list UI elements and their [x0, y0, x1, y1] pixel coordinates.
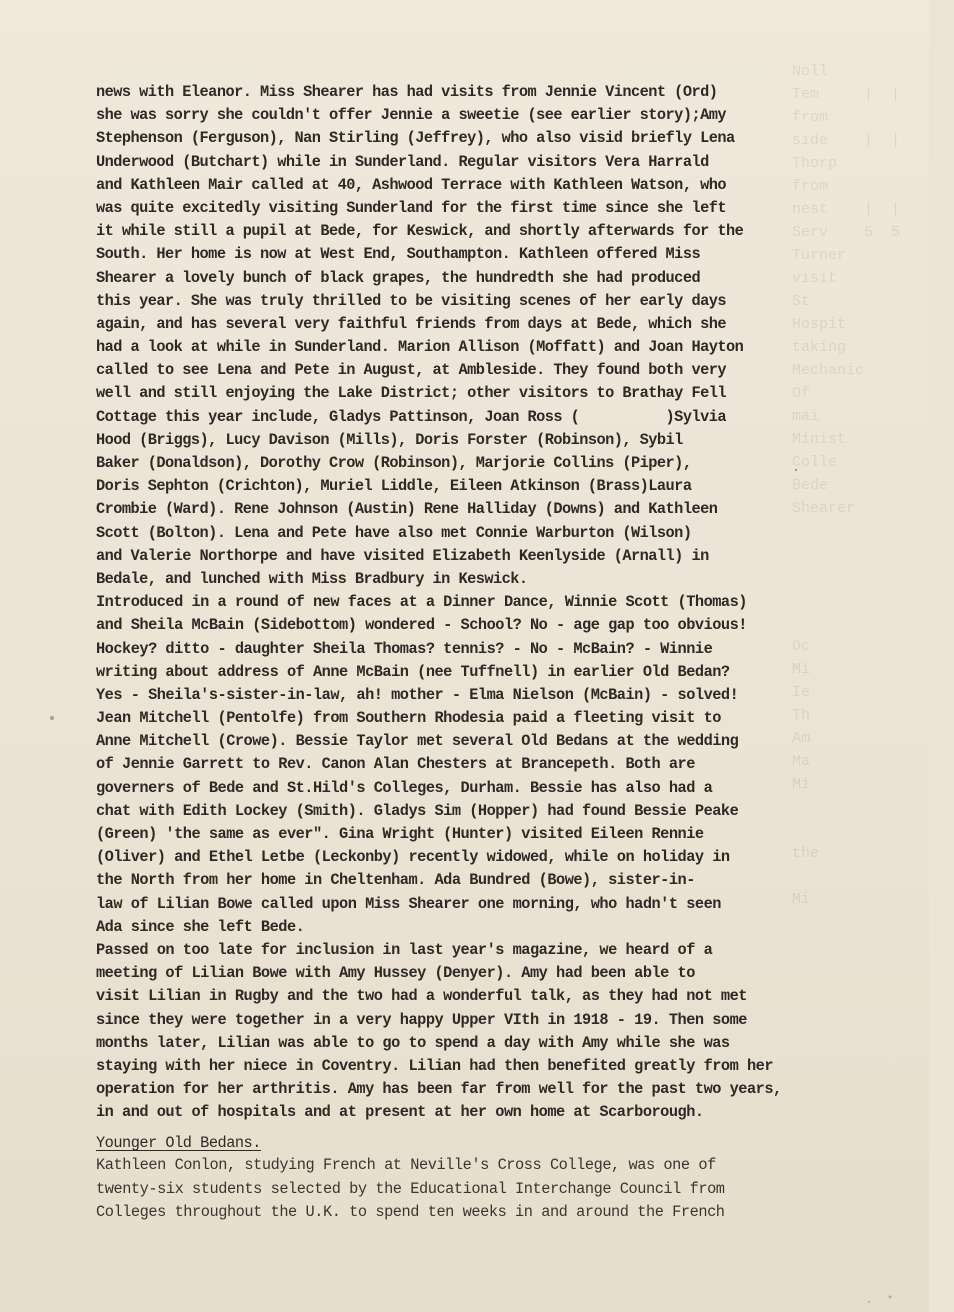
- text-line: well and still enjoying the Lake District; other visitors to Brathay Fell: [96, 384, 726, 403]
- text-line: this year. She was truly thrilled to be visiting scenes of her early days: [96, 291, 726, 310]
- text-line: and Kathleen Mair called at 40, Ashwood Terrace with Kathleen Watson, who: [96, 175, 726, 194]
- paragraph-younger-old-bedans: [96, 1154, 836, 1224]
- text-line: Underwood (Butchart) while in Sunderland. Regular visitors Vera Harrald: [96, 152, 709, 171]
- typed-text: [96, 81, 836, 1224]
- paragraph-visitors: [96, 81, 836, 591]
- text-line: news with Eleanor. Miss Shearer has had visits from Jennie Vincent (Ord): [96, 83, 718, 101]
- text-line: Hockey? ditto - daughter Sheila Thomas? tennis? - No - McBain? - Winnie: [96, 639, 713, 658]
- text-line: staying with her niece in Coventry. Lilian had then benefited greatly from her: [96, 1056, 774, 1075]
- paragraph-lilian-bowe: [96, 939, 836, 1125]
- section-heading: [96, 1132, 836, 1154]
- text-line: Bedale, and lunched with Miss Bradbury in Keswick.: [96, 569, 528, 588]
- text-line: Crombie (Ward). Rene Johnson (Austin) Rene Halliday (Downs) and Kathleen: [96, 500, 718, 519]
- text-line: visit Lilian in Rugby and the two had a wonderful talk, as they had not met: [96, 987, 747, 1006]
- text-line: again, and has several very faithful friends from days at Bede, which she: [96, 314, 726, 333]
- show-through-text: Noll Tem | | from side | | Thorp from nest | | Serv 5 5 Turner visit St Hospit taking Mechanic Of mai Minist Colle Bede Shearer Oc Mi Ie Th Am Ma Mi the Mi: [792, 63, 901, 908]
- text-line: Kathleen Conlon, studying French at Neville's Cross College, was one of: [96, 1156, 716, 1175]
- text-line: and Sheila McBain (Sidebottom) wondered - School? No - age gap too obvious!: [96, 616, 747, 635]
- text-line: law of Lilian Bowe called upon Miss Shearer one morning, who hadn't seen: [96, 894, 721, 913]
- text-line: it while still a pupil at Bede, for Keswick, and shortly afterwards for the: [96, 222, 744, 241]
- text-line: operation for her arthritis. Amy has been far from well for the past two years,: [96, 1080, 782, 1099]
- text-line: called to see Lena and Pete in August, at Ambleside. They found both very: [96, 361, 726, 380]
- text-line: governers of Bede and St.Hild's Colleges, Durham. Bessie has also had a: [96, 778, 713, 797]
- section-heading-text: Younger Old Bedans.: [96, 1134, 261, 1153]
- text-line: South. Her home is now at West End, Southampton. Kathleen offered Miss: [96, 245, 701, 264]
- text-line: meeting of Lilian Bowe with Amy Hussey (Denyer). Amy had been able to: [96, 964, 695, 983]
- text-line: twenty-six students selected by the Educational Interchange Council from: [96, 1179, 725, 1198]
- text-line: Introduced in a round of new faces at a Dinner Dance, Winnie Scott (Thomas): [96, 593, 747, 612]
- text-line: (Oliver) and Ethel Letbe (Leckonby) recently widowed, while on holiday in: [96, 848, 730, 867]
- text-line: Jean Mitchell (Pentolfe) from Southern Rhodesia paid a fleeting visit to: [96, 709, 721, 728]
- text-line: since they were together in a very happy Upper VIth in 1918 - 19. Then some: [96, 1010, 747, 1029]
- text-line: (Green) 'the same as ever". Gina Wright (Hunter) visited Eileen Rennie: [96, 825, 704, 843]
- text-line: Doris Sephton (Crichton), Muriel Liddle, Eileen Atkinson (Brass)Laura: [96, 477, 692, 496]
- text-line: Yes - Sheila's-sister-in-law, ah! mother - Elma Nielson (McBain) - solved!: [96, 685, 739, 704]
- text-line: she was sorry she couldn't offer Jennie a sweetie (see earlier story);Amy: [96, 106, 726, 125]
- text-line: Colleges throughout the U.K. to spend ten weeks in and around the French: [96, 1202, 725, 1221]
- text-line: in and out of hospitals and at present at her own home at Scarborough.: [96, 1103, 704, 1122]
- text-line: writing about address of Anne McBain (nee Tuffnell) in earlier Old Bedan?: [96, 662, 730, 681]
- text-line: the North from her home in Cheltenham. Ada Bundred (Bowe), sister-in-: [96, 871, 695, 890]
- text-line: Anne Mitchell (Crowe). Bessie Taylor met several Old Bedans at the wedding: [96, 732, 739, 751]
- text-line: Cottage this year include, Gladys Pattinson, Joan Ross ( )Sylvia: [96, 407, 726, 426]
- text-line: Passed on too late for inclusion in last year's magazine, we heard of a: [96, 940, 713, 959]
- text-line: months later, Lilian was able to go to spend a day with Amy while she was: [96, 1033, 730, 1052]
- text-line: of Jennie Garrett to Rev. Canon Alan Chesters at Brancepeth. Both are: [96, 755, 695, 774]
- text-line: chat with Edith Lockey (Smith). Gladys Sim (Hopper) had found Bessie Peake: [96, 801, 739, 820]
- text-line: was quite excitedly visiting Sunderland for the first time since she left: [96, 198, 726, 217]
- text-line: had a look at while in Sunderland. Marion Allison (Moffatt) and Joan Hayton: [96, 338, 744, 357]
- text-line: Scott (Bolton). Lena and Pete have also met Connie Warburton (Wilson): [96, 523, 692, 542]
- text-line: Baker (Donaldson), Dorothy Crow (Robinson), Marjorie Collins (Piper),: [96, 454, 692, 472]
- text-line: and Valerie Northorpe and have visited Elizabeth Keenlyside (Arnall) in: [96, 546, 709, 565]
- paragraph-dinner-dance: [96, 591, 836, 939]
- text-line: Ada since she left Bede.: [96, 917, 305, 936]
- text-line: Stephenson (Ferguson), Nan Stirling (Jeffrey), who also visid briefly Lena: [96, 129, 735, 148]
- text-line: Shearer a lovely bunch of black grapes, the hundredth she had produced: [96, 268, 701, 287]
- text-line: Hood (Briggs), Lucy Davison (Mills), Doris Forster (Robinson), Sybil: [96, 430, 683, 449]
